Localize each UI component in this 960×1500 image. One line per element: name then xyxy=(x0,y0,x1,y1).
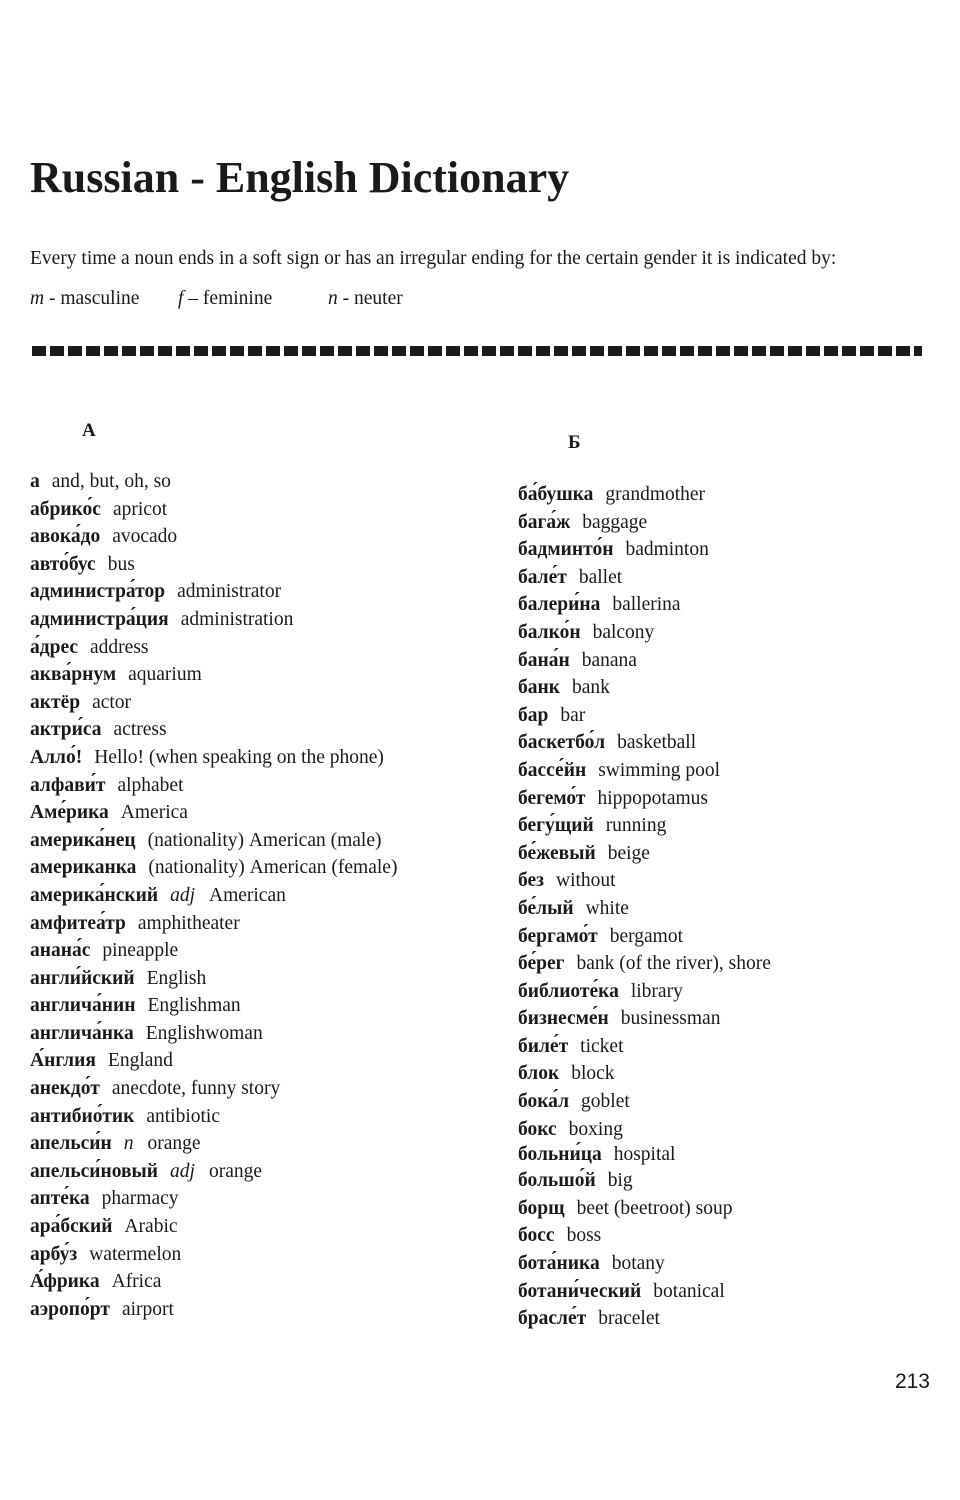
entry-meaning: administration xyxy=(180,608,294,630)
entry-meaning: amphitheater xyxy=(137,912,240,934)
entry-grammar: n xyxy=(123,1133,134,1155)
dictionary-entry xyxy=(30,1047,397,1075)
dictionary-entry xyxy=(518,647,771,675)
dictionary-entry xyxy=(30,551,397,579)
entry-meaning: beige xyxy=(607,842,650,864)
entry-word: биле́т xyxy=(518,1035,569,1057)
entry-word: бар xyxy=(518,704,549,726)
entry-word: библиоте́ка xyxy=(518,980,619,1002)
dictionary-entry xyxy=(518,785,771,813)
entry-meaning: without xyxy=(555,870,616,892)
entry-meaning: aquarium xyxy=(128,664,202,686)
dictionary-entry xyxy=(518,757,771,785)
dictionary-entry xyxy=(30,716,397,744)
entry-meaning: boxing xyxy=(568,1118,623,1140)
entry-word: америка́нец xyxy=(30,829,136,851)
dictionary-entry xyxy=(518,674,771,702)
dictionary-entry xyxy=(30,854,397,882)
entry-meaning: baggage xyxy=(582,511,648,533)
dictionary-entry xyxy=(30,1296,397,1324)
entry-word: бе́лый xyxy=(518,897,574,919)
entry-meaning: balcony xyxy=(592,621,655,643)
entry-meaning: library xyxy=(630,980,683,1002)
entry-meaning: running xyxy=(605,815,667,837)
dictionary-entry xyxy=(518,923,771,951)
page-title: Russian - English Dictionary xyxy=(30,153,570,202)
entry-meaning: English xyxy=(146,967,207,989)
entry-word: ба́бушка xyxy=(518,484,594,505)
entry-word: баскетбо́л xyxy=(518,732,606,754)
dictionary-entry xyxy=(518,1088,771,1116)
dictionary-entry xyxy=(30,882,397,910)
dictionary-entry xyxy=(518,1250,771,1278)
entry-meaning: Africa xyxy=(111,1271,162,1293)
entry-word: актри́са xyxy=(30,719,102,741)
dictionary-entry xyxy=(518,1143,771,1167)
entry-word: англи́йский xyxy=(30,967,135,989)
dictionary-entry xyxy=(518,1060,771,1088)
entry-meaning: orange xyxy=(208,1160,263,1182)
dictionary-entry xyxy=(30,634,397,662)
dictionary-entry xyxy=(30,1020,397,1048)
entry-meaning: administrator xyxy=(177,581,282,603)
entry-meaning: apricot xyxy=(112,498,168,520)
entry-meaning: avocado xyxy=(112,526,178,548)
entry-meaning: big xyxy=(607,1170,633,1192)
entry-grammar: adj xyxy=(170,1160,195,1182)
entry-meaning: (nationality) American (male) xyxy=(147,829,382,851)
intro-text: Every time a noun ends in a soft sign or has an irregular ending for the certain gender it is indicated by: xyxy=(30,248,837,269)
dictionary-entry xyxy=(30,1103,397,1131)
entry-meaning: American xyxy=(208,884,286,906)
dictionary-entry xyxy=(30,689,397,717)
entry-word: Алло́! xyxy=(30,746,83,768)
legend-label: - neuter xyxy=(342,288,403,309)
entry-meaning: Arabic xyxy=(124,1216,178,1238)
dictionary-entry xyxy=(518,840,771,868)
entry-meaning: botany xyxy=(611,1253,665,1275)
entry-meaning: bank (of the river), shore xyxy=(576,953,771,975)
legend-abbr: f xyxy=(178,288,184,309)
entry-meaning: (nationality) American (female) xyxy=(148,857,398,879)
dictionary-entry xyxy=(518,1005,771,1033)
entry-meaning: hospital xyxy=(613,1144,676,1166)
entry-word: бадминто́н xyxy=(518,539,614,561)
entry-word: бегемо́т xyxy=(518,787,586,809)
dictionary-entry xyxy=(518,1167,771,1195)
entry-word: борщ xyxy=(518,1197,565,1219)
entry-meaning: antibiotic xyxy=(146,1105,220,1127)
dictionary-entry xyxy=(30,799,397,827)
dictionary-entry xyxy=(30,965,397,993)
entry-meaning: beet (beetroot) soup xyxy=(576,1197,733,1219)
entry-word: арбу́з xyxy=(30,1243,78,1265)
entry-word: без xyxy=(518,870,544,892)
dictionary-entry xyxy=(518,564,771,592)
legend-neuter xyxy=(328,288,403,310)
entry-word: банк xyxy=(518,677,560,699)
entry-meaning: ticket xyxy=(580,1035,624,1057)
entry-word: балко́н xyxy=(518,621,581,643)
entry-word: ботани́ческий xyxy=(518,1280,642,1302)
gender-legend xyxy=(30,288,403,310)
entry-word: а́дрес xyxy=(30,636,79,658)
entry-word: аква́рнум xyxy=(30,664,117,686)
entry-meaning: badminton xyxy=(625,539,709,561)
dictionary-entry xyxy=(30,1075,397,1103)
entry-grammar: adj xyxy=(170,884,195,906)
entry-word: апельси́новый xyxy=(30,1160,159,1182)
entry-meaning: bank xyxy=(571,677,610,699)
entry-meaning: botanical xyxy=(653,1280,725,1302)
column-a xyxy=(30,468,397,1323)
dictionary-entry xyxy=(518,481,771,509)
dictionary-entry xyxy=(30,1185,397,1213)
entry-meaning: swimming pool xyxy=(598,759,721,781)
legend-label: - masculine xyxy=(48,288,140,309)
dictionary-entry xyxy=(30,523,397,551)
dictionary-entry xyxy=(30,910,397,938)
entry-word: алфави́т xyxy=(30,774,106,796)
dictionary-entry xyxy=(30,578,397,606)
entry-word: бассе́йн xyxy=(518,759,587,781)
entry-meaning: anecdote, funny story xyxy=(111,1078,281,1100)
entry-word: абрико́с xyxy=(30,498,101,520)
dictionary-entry xyxy=(30,1130,397,1158)
legend-masculine xyxy=(30,288,178,310)
entry-meaning: actor xyxy=(92,691,132,713)
dictionary-entry xyxy=(30,937,397,965)
entry-word: авока́до xyxy=(30,526,101,548)
entry-meaning: ballerina xyxy=(612,594,681,616)
entry-meaning: actress xyxy=(113,719,167,741)
dictionary-entry xyxy=(30,744,397,772)
dictionary-entry xyxy=(518,729,771,757)
entry-word: апельси́н xyxy=(30,1133,112,1155)
entry-meaning: bar xyxy=(560,704,586,726)
entry-word: анана́с xyxy=(30,940,91,962)
entry-word: бага́ж xyxy=(518,511,571,533)
entry-word: брасле́т xyxy=(518,1308,587,1330)
entry-word: актёр xyxy=(30,691,81,713)
entry-word: апте́ка xyxy=(30,1188,90,1210)
entry-meaning: block xyxy=(571,1063,615,1085)
entry-word: блок xyxy=(518,1063,560,1085)
entry-word: амфитеа́тр xyxy=(30,912,126,934)
page-number: 213 xyxy=(894,1370,930,1393)
entry-word: администра́ция xyxy=(30,608,169,630)
entry-meaning: goblet xyxy=(581,1091,630,1113)
entry-word: аэропо́рт xyxy=(30,1298,110,1320)
entry-word: бокс xyxy=(518,1118,557,1140)
entry-word: англича́нин xyxy=(30,995,136,1017)
legend-abbr: n xyxy=(328,288,338,309)
entry-word: бегу́щий xyxy=(518,815,594,837)
dictionary-entry xyxy=(518,867,771,895)
entry-word: америка́нский xyxy=(30,884,159,906)
entry-word: а xyxy=(30,471,40,492)
dictionary-entry xyxy=(30,1158,397,1186)
entry-word: бергамо́т xyxy=(518,925,598,947)
entry-meaning: England xyxy=(107,1050,173,1072)
legend-abbr: m xyxy=(30,288,45,309)
entry-meaning: Englishman xyxy=(147,995,241,1017)
entry-word: Аме́рика xyxy=(30,802,109,824)
dictionary-entry xyxy=(518,1195,771,1223)
dictionary-entry xyxy=(30,606,397,634)
dictionary-entry xyxy=(518,702,771,730)
entry-meaning: and, but, oh, so xyxy=(51,471,171,492)
entry-word: ара́бский xyxy=(30,1216,113,1238)
dictionary-entry xyxy=(30,1241,397,1269)
section-letter-a: А xyxy=(82,420,96,441)
entry-word: анекдо́т xyxy=(30,1078,100,1100)
dictionary-entry xyxy=(518,1278,771,1306)
column-b xyxy=(518,481,771,1333)
entry-meaning: hippopotamus xyxy=(597,787,708,809)
entry-word: А́фрика xyxy=(30,1271,100,1293)
entry-word: больни́ца xyxy=(518,1144,602,1166)
entry-word: бана́н xyxy=(518,649,570,671)
legend-feminine xyxy=(178,288,328,310)
dictionary-entry xyxy=(518,536,771,564)
entry-word: босс xyxy=(518,1225,555,1247)
dashed-divider xyxy=(32,346,922,356)
entry-word: бе́рег xyxy=(518,953,565,975)
entry-meaning: boss xyxy=(566,1225,602,1247)
entry-meaning: banana xyxy=(581,649,637,671)
dictionary-entry xyxy=(518,1222,771,1250)
dictionary-entry xyxy=(30,1213,397,1241)
dictionary-entry xyxy=(518,591,771,619)
entry-meaning: basketball xyxy=(617,732,697,754)
entry-word: администра́тор xyxy=(30,581,166,603)
dictionary-entry xyxy=(518,812,771,840)
dictionary-entry xyxy=(518,1033,771,1061)
entry-word: бока́л xyxy=(518,1091,570,1113)
entry-meaning: America xyxy=(120,802,188,824)
entry-meaning: pineapple xyxy=(102,940,179,962)
section-letter-b: Б xyxy=(568,432,581,453)
entry-word: бота́ника xyxy=(518,1253,600,1275)
dictionary-entry xyxy=(518,978,771,1006)
entry-meaning: bus xyxy=(107,553,135,575)
dictionary-entry xyxy=(518,1305,771,1333)
dictionary-entry xyxy=(30,772,397,800)
entry-meaning: ballet xyxy=(578,566,623,588)
entry-word: большо́й xyxy=(518,1170,596,1192)
entry-meaning: alphabet xyxy=(117,774,184,796)
legend-label: – feminine xyxy=(188,288,273,309)
entry-meaning: bracelet xyxy=(598,1308,660,1330)
entry-meaning: grandmother xyxy=(605,484,706,505)
entry-word: А́нглия xyxy=(30,1050,96,1072)
dictionary-entry xyxy=(518,509,771,537)
entry-word: англича́нка xyxy=(30,1022,134,1044)
dictionary-entry xyxy=(30,496,397,524)
entry-meaning: Hello! (when speaking on the phone) xyxy=(94,746,384,768)
entry-word: бале́т xyxy=(518,566,567,588)
entry-word: бе́жевый xyxy=(518,842,596,864)
entry-meaning: airport xyxy=(121,1298,174,1320)
entry-word: антибио́тик xyxy=(30,1105,135,1127)
dictionary-entry xyxy=(518,619,771,647)
dictionary-entry xyxy=(30,827,397,855)
entry-meaning: pharmacy xyxy=(101,1188,179,1210)
dictionary-entry xyxy=(518,1116,771,1144)
entry-word: бизнесме́н xyxy=(518,1008,609,1030)
entry-meaning: orange xyxy=(147,1133,201,1155)
dictionary-entry xyxy=(30,992,397,1020)
entry-word: авто́бус xyxy=(30,553,96,575)
entry-word: американка xyxy=(30,857,137,879)
entry-meaning: watermelon xyxy=(89,1243,182,1265)
entry-meaning: Englishwoman xyxy=(145,1022,263,1044)
dictionary-entry xyxy=(30,1268,397,1296)
dictionary-entry xyxy=(518,895,771,923)
entry-word: балери́на xyxy=(518,594,601,616)
dictionary-entry xyxy=(30,661,397,689)
entry-meaning: businessman xyxy=(620,1008,721,1030)
entry-meaning: white xyxy=(585,897,629,919)
entry-meaning: bergamot xyxy=(609,925,683,947)
dictionary-entry xyxy=(30,468,397,496)
dictionary-entry xyxy=(518,950,771,978)
entry-meaning: address xyxy=(90,636,149,658)
